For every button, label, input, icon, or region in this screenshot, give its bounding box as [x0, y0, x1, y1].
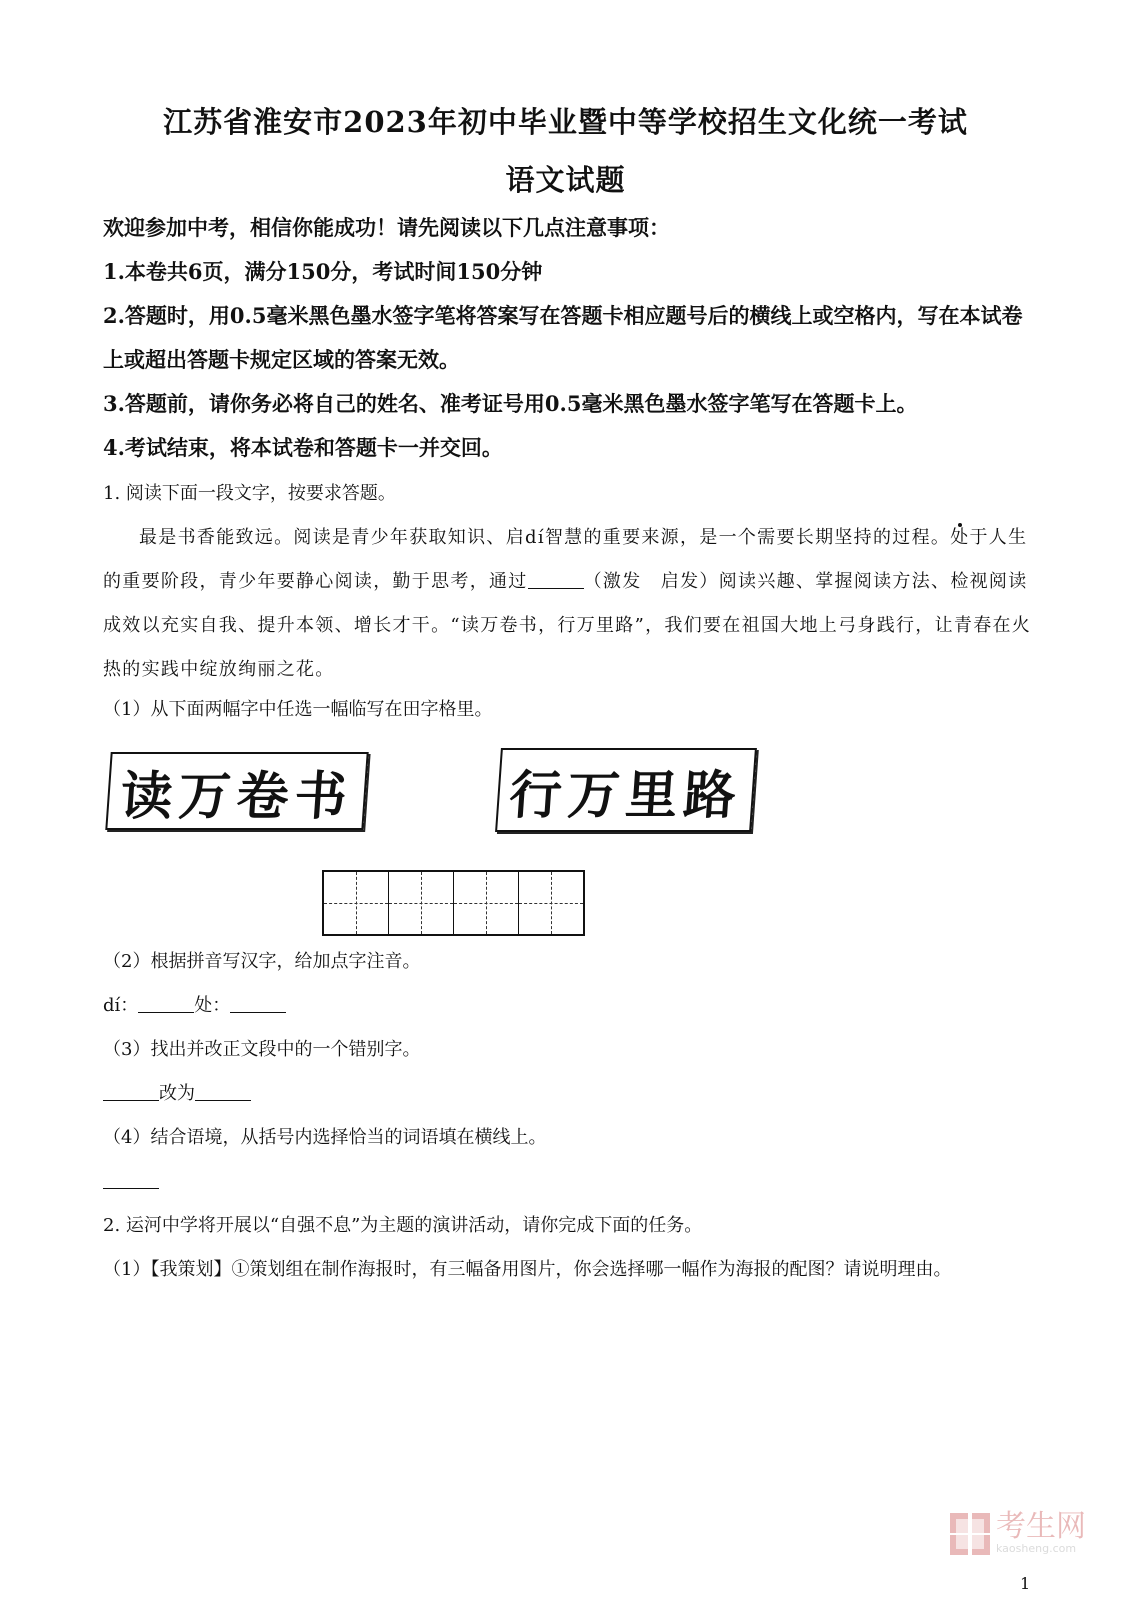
exam-subtitle: 语文试题: [505, 163, 626, 197]
passage-options: （激发 启发）: [583, 571, 719, 592]
q1-sub4-answer: [103, 1160, 1033, 1204]
sub4-blank: [103, 1170, 159, 1189]
tianzige-grid: [322, 870, 585, 936]
watermark-name: 考生网: [996, 1509, 1086, 1544]
calligraphy-right: 行万里路: [495, 748, 757, 832]
tianzige-cell: [388, 872, 453, 934]
q1-sub4: （4）结合语境，从括号内选择恰当的词语填在横线上。: [103, 1127, 547, 1148]
sub2-di-blank: [138, 994, 194, 1013]
passage-part-a: 最是书香能致远。阅读是青少年获取知识、启dí智慧的重要来源，是一个需要长期坚持的过程。: [139, 527, 951, 548]
notice-intro: 欢迎参加中考，相信你能成功！请先阅读以下几点注意事项：: [103, 215, 670, 240]
page-number: 1: [1020, 1574, 1031, 1593]
notice-item-3: 3.答题前，请你务必将自己的姓名、准考证号用0.5毫米黑色墨水签字笔写在答题卡上。: [103, 391, 918, 416]
watermark-url: kaosheng.com: [996, 1542, 1077, 1555]
passage-blank: [528, 570, 584, 589]
passage-part-b: 于人生的重要阶段，青少年要静心阅读，勤于思考，通过: [103, 527, 1028, 592]
notice-item-2: 2.答题时，用0.5毫米黑色墨水签字笔将答案写在答题卡相应题号后的横线上或空格内，写在本试卷上或超出答题卡规定区域的答案无效。: [103, 303, 1023, 372]
calligraphy-left: 读万卷书: [105, 752, 368, 830]
watermark: [950, 1509, 1086, 1555]
tianzige-cell: [518, 872, 583, 934]
q2-sub1: （1）【我策划】①策划组在制作海报时，有三幅备用图片，你会选择哪一幅作为海报的配图？请说明理由。: [103, 1259, 952, 1280]
sub3-change-label: 改为: [159, 1083, 195, 1104]
tianzige-cell: [324, 872, 388, 934]
watermark-text: [996, 1509, 1086, 1555]
q1-sub2-answers: [103, 984, 1033, 1028]
q1-sub3: （3）找出并改正文段中的一个错别字。: [103, 1039, 421, 1060]
q2-stem: 2. 运河中学将开展以“自强不息”为主题的演讲活动，请你完成下面的任务。: [103, 1215, 703, 1236]
sub2-chu-label: 处：: [194, 995, 231, 1016]
exam-title: 江苏省淮安市2023年初中毕业暨中等学校招生文化统一考试: [163, 105, 968, 139]
sub3-wrong-blank: [103, 1082, 159, 1101]
notice-item-1: 1.本卷共6页，满分150分，考试时间150分钟: [103, 259, 543, 284]
q1-passage: [103, 516, 1033, 692]
sub3-correct-blank: [195, 1082, 251, 1101]
q1-stem: 1. 阅读下面一段文字，按要求答题。: [103, 483, 396, 504]
q1-sub1: （1）从下面两幅字中任选一幅临写在田字格里。: [103, 699, 493, 720]
q1-sub3-answer: [103, 1072, 1033, 1116]
q1-sub2: （2）根据拼音写汉字，给加点字注音。: [103, 951, 421, 972]
sub2-chu-blank: [230, 994, 286, 1013]
passage-part-c: 阅读兴趣、掌握阅读方法、检视阅读成效以充实自我、提升本领、增长才干。“读万卷书，行万里路”，我们要在祖国大地上弓身践行，让青春在火热的实践中绽放绚丽之花。: [103, 571, 1032, 680]
notice-item-4: 4.考试结束，将本试卷和答题卡一并交回。: [103, 435, 503, 460]
passage-dotted-char: 处: [950, 527, 970, 548]
watermark-logo-icon: [950, 1513, 990, 1555]
tianzige-cell: [453, 872, 518, 934]
sub2-di-label: dí：: [103, 995, 139, 1016]
